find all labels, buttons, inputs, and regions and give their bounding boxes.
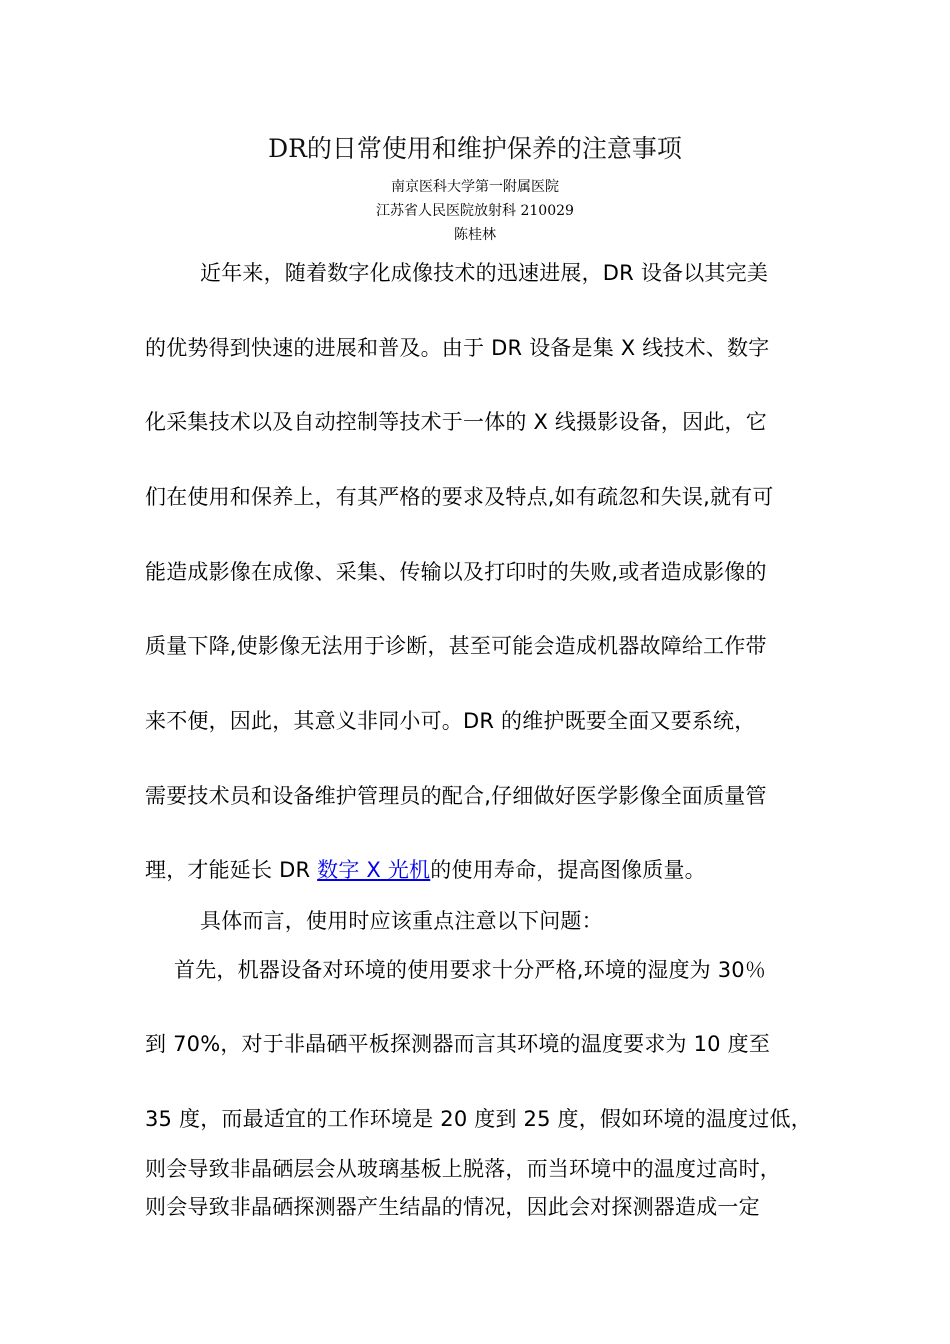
body-line: 化采集技术以及自动控制等技术于一体的 X 线摄影设备，因此，它: [145, 410, 767, 434]
body-line: 首先，机器设备对环境的使用要求十分严格,环境的湿度为 30％: [174, 958, 767, 982]
body-line: 质量下降,使影像无法用于诊断，甚至可能会造成机器故障给工作带: [145, 634, 767, 658]
document-title: DR的日常使用和维护保养的注意事项: [268, 134, 682, 163]
affiliation-hospital: 南京医科大学第一附属医院: [391, 179, 559, 195]
body-line: 则会导致非晶硒探测器产生结晶的情况，因此会对探测器造成一定: [145, 1195, 760, 1219]
body-line: 具体而言，使用时应该重点注意以下问题：: [200, 909, 603, 933]
body-line-with-link: [145, 855, 706, 885]
body-line: 的优势得到快速的进展和普及。由于 DR 设备是集 X 线技术、数字: [145, 336, 770, 360]
body-line: 来不便，因此，其意义非同小可。DR 的维护既要全面又要系统，: [145, 709, 756, 733]
body-line: 近年来，随着数字化成像技术的迅速进展，DR 设备以其完美: [200, 261, 769, 285]
body-text: 理，才能延长 DR: [145, 858, 318, 882]
body-line: 35 度，而最适宜的工作环境是 20 度到 25 度，假如环境的温度过低，: [145, 1107, 812, 1131]
body-line: 到 70%，对于非晶硒平板探测器而言其环境的温度要求为 10 度至: [145, 1032, 771, 1056]
body-line: 则会导致非晶硒层会从玻璃基板上脱落，而当环境中的温度过高时，: [145, 1157, 781, 1181]
body-line: 需要技术员和设备维护管理员的配合,仔细做好医学影像全面质量管: [145, 784, 767, 808]
body-line: 能造成影像在成像、采集、传输以及打印时的失败,或者造成影像的: [145, 560, 767, 584]
affiliation-department: 江苏省人民医院放射科 210029: [376, 203, 574, 219]
body-text: 的使用寿命，提高图像质量。: [430, 858, 706, 882]
body-line: 们在使用和保养上，有其严格的要求及特点,如有疏忽和失误,就有可: [145, 485, 774, 509]
xray-machine-link[interactable]: 数字 X 光机: [317, 858, 431, 882]
author-name: 陈桂林: [454, 227, 496, 243]
